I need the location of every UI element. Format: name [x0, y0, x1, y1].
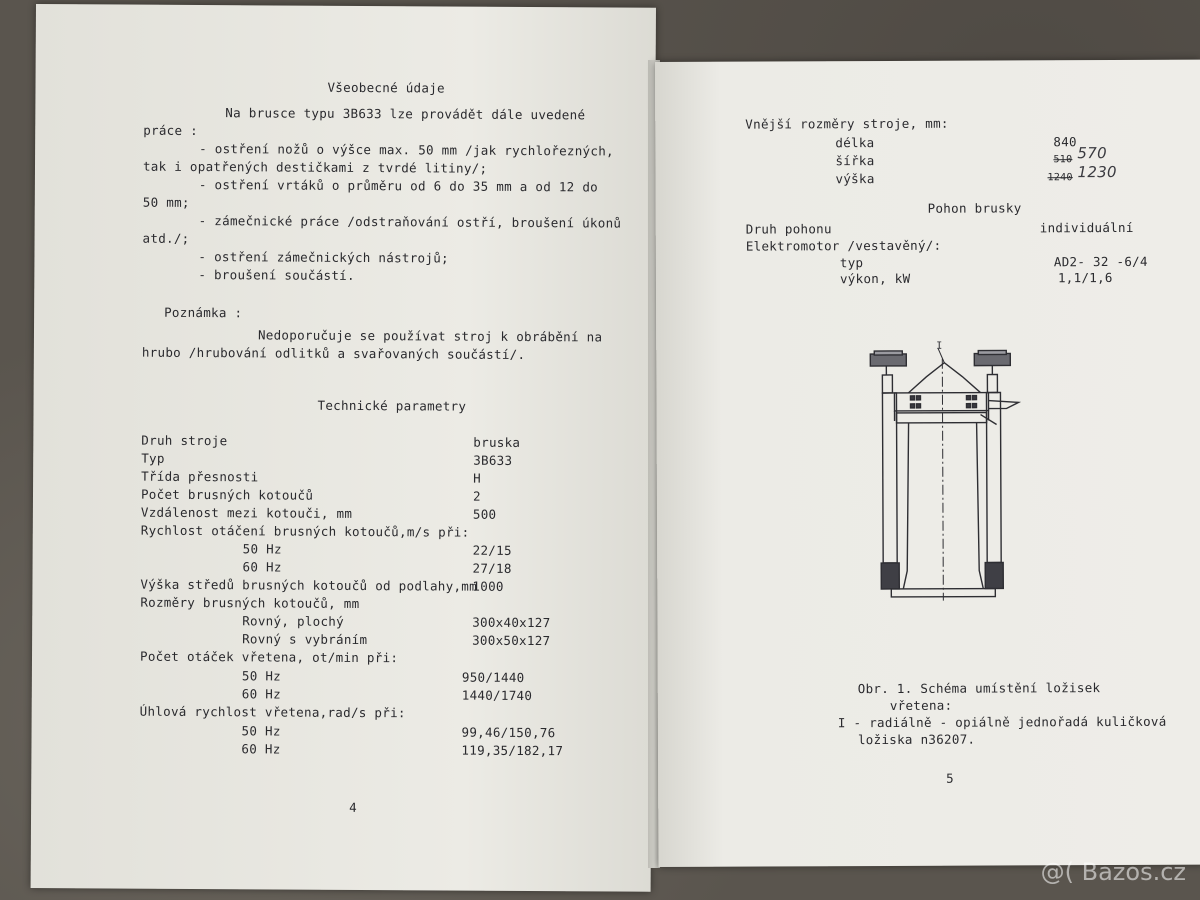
- motor-power-value: 1,1/1,6: [1057, 270, 1113, 286]
- param-label: 50 Hz: [241, 723, 281, 739]
- param-value: H: [473, 470, 481, 486]
- figure-caption-4: ložiska n36207.: [857, 731, 976, 748]
- param-label: 60 Hz: [241, 741, 281, 757]
- work-item-1a: - ostření nožů o výšce max. 50 mm /jak rychlořezných,: [199, 140, 614, 159]
- param-value: 1000: [472, 578, 504, 594]
- dimensions-heading: Vnější rozměry stroje, mm:: [745, 115, 949, 132]
- motor-type-value: AD2- 32 -6/4: [1053, 253, 1148, 270]
- param-label: Počet brusných kotoučů: [140, 486, 314, 503]
- note-label: Poznámka :: [164, 304, 243, 321]
- dim-label-height: výška: [835, 171, 875, 187]
- param-label: Počet otáček vřetena, ot/min při:: [139, 648, 399, 666]
- page-number-left: 4: [349, 799, 357, 815]
- figure-caption-1: Obr. 1. Schéma umístění ložisek: [857, 680, 1101, 697]
- general-info-heading: Všeobecné údaje: [327, 79, 445, 96]
- dim-height-handwritten: 1230: [1077, 162, 1117, 182]
- work-item-1b: tak i opatřených destičkami z tvrdé litiny/;: [142, 158, 488, 176]
- param-value: 2: [472, 488, 481, 504]
- param-label: Druh stroje: [141, 432, 228, 449]
- dim-width-struck: 510: [1053, 154, 1073, 166]
- dim-width-handwritten: 570: [1077, 144, 1107, 163]
- motor-power-label: výkon, kW: [839, 270, 911, 287]
- param-label: 50 Hz: [242, 541, 282, 557]
- intro-line-2: práce :: [143, 122, 199, 138]
- param-value: 500: [472, 506, 497, 522]
- param-label: 60 Hz: [241, 686, 281, 702]
- param-label: Vzdálenost mezi kotouči, mm: [140, 504, 353, 521]
- param-value: 1440/1740: [461, 687, 533, 704]
- param-value: 99,46/150,76: [461, 724, 556, 741]
- drive-type-label: Druh pohonu: [745, 221, 832, 237]
- param-value: 119,35/182,17: [461, 742, 564, 759]
- work-item-3b: atd./;: [142, 230, 190, 246]
- figure-caption-3: I - radiálně - opiálně jednořadá kuličková: [837, 713, 1167, 731]
- param-label: Třída přesnosti: [141, 468, 259, 485]
- right-page: [655, 60, 1200, 867]
- param-value: bruska: [473, 434, 521, 450]
- dim-height-struck: 1240: [1047, 172, 1073, 184]
- param-value: 27/18: [472, 560, 512, 576]
- diagram-marker-label: I: [936, 340, 943, 352]
- work-item-4: - ostření zámečnických nástrojů;: [198, 248, 449, 266]
- bearing-schematic-diagram: [856, 340, 1027, 601]
- work-item-2b: 50 mm;: [142, 194, 190, 210]
- bazos-watermark: @( Bazos.cz: [1040, 858, 1186, 886]
- intro-line-1: Na brusce typu 3B633 lze provádět dále uvedené: [225, 105, 586, 123]
- param-value: 300x40x127: [472, 614, 551, 631]
- dim-value-length: 840: [1053, 134, 1077, 150]
- tech-params-heading: Technické parametry: [317, 397, 467, 414]
- drive-heading: Pohon brusky: [927, 200, 1022, 216]
- work-item-3a: - zámečnické práce /odstraňování ostří, broušení úkonů: [198, 212, 622, 231]
- param-label: 60 Hz: [242, 559, 282, 575]
- param-label: Rovný, plochý: [242, 613, 345, 629]
- note-line-2: hrubo /hrubování odlitků a svařovaných součástí/.: [141, 344, 526, 362]
- param-label: Rychlost otáčení brusných kotoučů,m/s při:: [140, 522, 470, 540]
- left-page: [31, 4, 656, 892]
- work-item-2a: - ostření vrtáků o průměru od 6 do 35 mm a od 12 do: [198, 176, 599, 195]
- param-label: Typ: [141, 450, 165, 466]
- work-item-5: - broušení součástí.: [198, 266, 355, 283]
- dim-label-width: šířka: [835, 153, 875, 169]
- motor-label: Elektromotor /vestavěný/:: [745, 237, 942, 254]
- note-line-1: Nedoporučuje se používat stroj k obrábění na: [257, 327, 603, 345]
- dim-label-length: délka: [835, 135, 875, 151]
- page-number-right: 5: [946, 770, 954, 786]
- param-value: 950/1440: [461, 669, 525, 685]
- param-value: 22/15: [472, 542, 512, 558]
- param-label: Rovný s vybráním: [242, 631, 368, 648]
- param-label: Výška středů brusných kotoučů od podlahy,mm: [140, 576, 478, 594]
- param-label: Úhlová rychlost vřetena,rad/s při:: [139, 703, 406, 721]
- motor-type-label: typ: [839, 255, 864, 271]
- param-label: Rozměry brusných kotoučů, mm: [140, 594, 360, 611]
- param-label: 50 Hz: [241, 668, 282, 684]
- param-value: 300x50x127: [472, 632, 551, 649]
- drive-type-value: individuální: [1039, 219, 1134, 236]
- figure-caption-2: vřetena:: [889, 697, 953, 713]
- param-value: 3B633: [473, 452, 513, 468]
